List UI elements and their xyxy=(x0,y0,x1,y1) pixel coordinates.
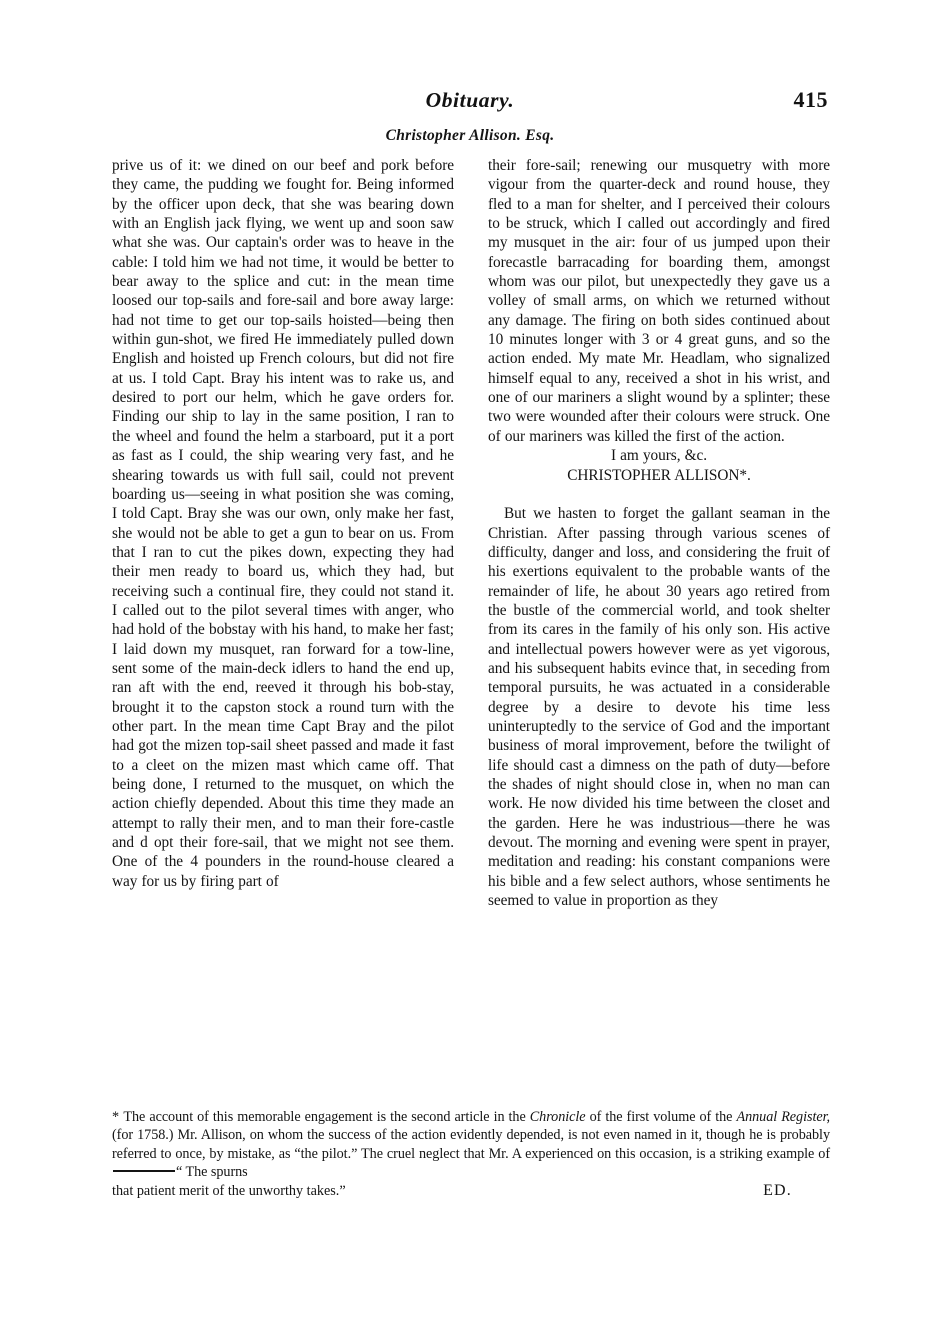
footnote-final-line xyxy=(112,1182,830,1200)
footnote-italic-chronicle: Chronicle xyxy=(529,1109,586,1125)
footnote-text xyxy=(112,1108,830,1182)
article-subheading: Christopher Allison. Esq. xyxy=(385,127,555,144)
page-number: 415 xyxy=(793,87,828,112)
footnote-dash-rule xyxy=(113,1170,175,1172)
closing-signature: CHRISTOPHER ALLISON*. xyxy=(567,466,751,484)
paragraph-right-continued: their fore-sail; renewing our musquetry with more vigour from the quarter-deck and round house, they fled to a man for shelter, and I perceived their colours to be struck, which I called out accordingly and fired my musquet in the air: four of us jumped upon their forecastle barracading for boarding them, amongst whom was our pilot, but unexpectedly they gave us a volley of small arms, on which we returned without any damage. The firing on both sides continued about 10 minutes longer with 3 or 4 great guns, and so the action ended. My mate Mr. Headlam, who signalized himself equal to any, received a shot in his wrist, and one of our mariners a slight wound by a splinter; these two were wounded after their colours were struck. One of our mariners was killed the first of the action. xyxy=(488,157,830,445)
running-head xyxy=(112,88,828,122)
footnote-part-3: (for 1758.) Mr. Allison, on whom the success of the action evidently depended, is not even named in it, though he is probably referred to once, by mistake, as “the pilot.” The cruel neglect that Mr. A experienced on this occasion, is a striking example of xyxy=(112,1127,830,1162)
footnote-part-4: “ The spurns xyxy=(176,1164,248,1181)
paragraph-left-body: prive us of it: we dined on our beef and pork before they came, the pudding we fought for. Being informed by the officer upon deck, that she was bearing down with an English jack flying, we went up and soon saw what she was. Our captain's order was to heave in the cable: I told him we had not time, it would be better to bear away to the splice and cut: in the mean time loosed our top-sails and fore-sail and bore away large: had not time to get our top-sails hoisted—being then within gun-shot, we fired He immediately pulled down English and hoisted up French colours, but did not fire at us. I told Capt. Bray his intent was to rake us, and desired to port our helm, which he gave orders for. Finding our ship to lay in the same position, I ran to the wheel and found the helm a starboard, put it a port as fast as I could, the ship wearing very fast, and he shearing towards us with full sail, could not prevent boarding us—seeing in what position she was coming, I told Capt. Bray she was our own, only make her fast, she would not be able to get a gun to bear on us. From that I ran to cut the pikes down, expecting they had their men ready to board us, which they had, but receiving such a continual fire, they could not stand it. I called out to the pilot several times with anger, who had hold of the bobstay with his hand, to make her fast; I laid down my musquet, ran forward for a tow-line, sent some of the main-deck idlers to hand the end up, ran aft with the end, reeved it through his bob-stay, brought it to the capston stock a round turn with the other part. In the mean time Capt Bray and the pilot had got the mizen top-sail sheet passed and made it fast to a cleet on the mizen mast which came off. That being done, I returned to the musquet, on which the action chiefly depended. About this time they made an attempt to rally their men, and to man their fore-castle and d opt their fore-sail, that we might not see them. One of the 4 pounders in the round-house cleared a way for us by firing part of xyxy=(112,157,454,890)
footnote-part-2: of the first volume of the xyxy=(585,1109,737,1125)
paragraph-editorial: But we hasten to forget the gallant seaman in the Christian. After passing through various scenes of difficulty, danger and loss, and considering the fruit of his exertions equivalent to the probable wants of the remainder of life, he about 30 years ago retired from the bustle of the commercial world, and took shelter from its cares in the family of his only son. His active and intellectual powers however were as yet vigorous, and his subsequent habits evince that, in seceding from temporal pursuits, he was actuated in a considerable degree by a desire to devote his time less uninteruptedly to the service of God and the important business of moral improvement, before the twilight of life should cast a dimness on the path of duty—before the shades of night should close in, when no man can work. He now divided his time between the closet and the garden. Here he was industrious—there he was devout. The morning and evening were spent in prayer, meditation and reading: his constant companions were his bible and a few select authors, whose sentiments he seemed to value in proportion as they xyxy=(488,505,830,910)
footnote-part-1: The account of this memorable engagement is the second article in the xyxy=(123,1109,530,1125)
footnote-part-5: that patient merit of the unworthy takes.” xyxy=(112,1182,346,1199)
body-columns xyxy=(112,156,830,1096)
footnote-italic-annual-register: Annual Register, xyxy=(736,1109,830,1125)
column-left xyxy=(112,156,454,1096)
footnote-block xyxy=(112,1108,830,1200)
page-title: Obituary. xyxy=(425,88,515,112)
column-right xyxy=(488,156,830,1096)
closing-salutation: I am yours, &c. xyxy=(610,447,708,465)
editor-signature: ED. xyxy=(763,1181,792,1199)
footnote-marker: * xyxy=(112,1109,120,1125)
